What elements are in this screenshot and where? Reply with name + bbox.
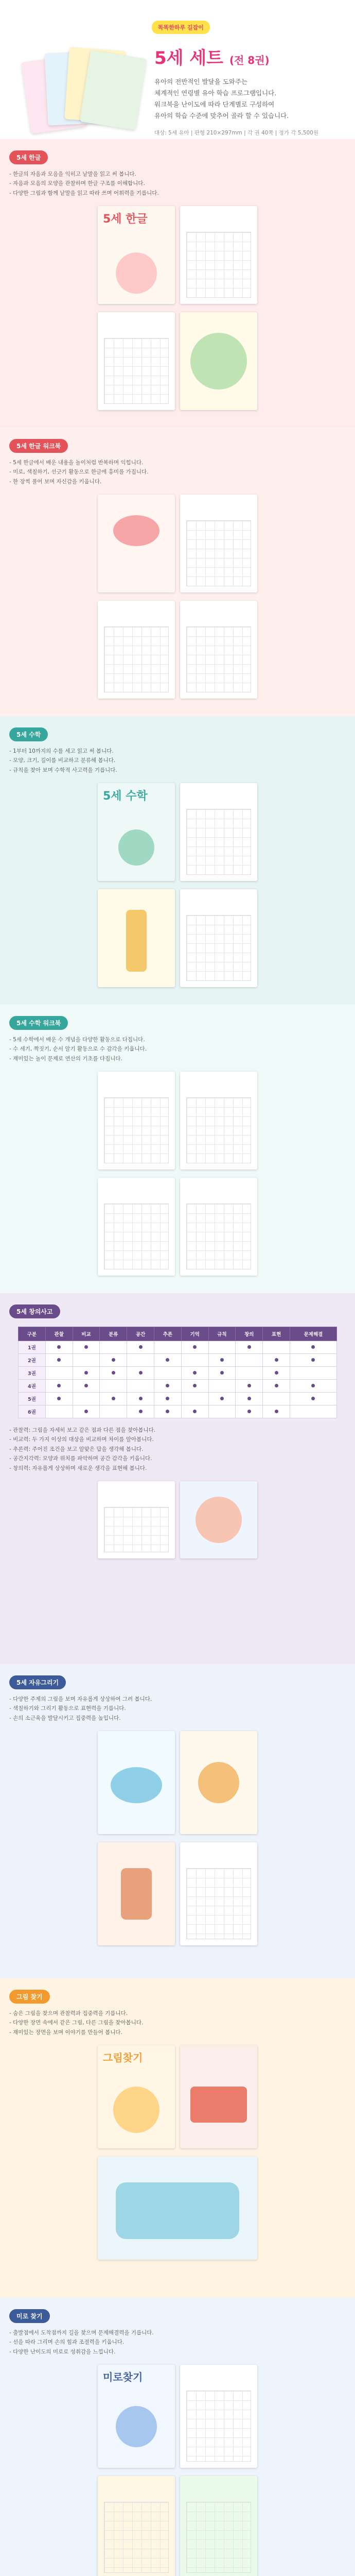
bullet-item: - 한 장씩 풀어 보며 자신감을 키웁니다. [9,477,346,486]
section-find-picture [0,1978,355,2298]
bullet-item: - 한글의 자음과 모음을 익히고 낱말을 읽고 써 봅니다. [9,170,346,179]
sample-page [98,1072,175,1170]
section-badge: 5세 자유그리기 [9,1675,66,1689]
sample-page [98,1731,175,1834]
row-label: 6권 [19,1405,46,1418]
table-cell [73,1367,100,1380]
check-dot-icon [139,1371,143,1375]
table-header: 관찰 [45,1327,73,1341]
check-dot-icon [166,1397,169,1400]
table-cell [290,1341,336,1354]
table-cell [154,1341,181,1354]
check-dot-icon [57,1345,61,1349]
sample-pages [9,2476,346,2576]
bullet-item: - 공간지각력: 모양과 위치를 파악하며 공간 감각을 키웁니다. [9,1454,346,1463]
bullet-list [9,747,346,775]
decor-shape [113,2087,159,2133]
table-row [19,1367,337,1380]
section-thinking [0,1293,355,1664]
table-cell [154,1354,181,1367]
sample-page [98,312,175,410]
decor-shape [116,252,157,294]
check-dot-icon [57,1384,61,1387]
table-header-row [19,1327,337,1341]
table-cell [127,1367,154,1380]
worksheet-grid [186,520,251,586]
sample-pages [9,601,346,699]
check-dot-icon [311,1397,315,1400]
table-cell [290,1354,336,1367]
table-cell [236,1380,263,1393]
table-cell [236,1354,263,1367]
bullet-list [9,2328,346,2357]
table-cell [181,1380,208,1393]
table-cell [236,1367,263,1380]
table-cell [208,1367,236,1380]
table-cell [100,1393,127,1405]
check-dot-icon [247,1410,251,1413]
table-cell [127,1393,154,1405]
table-cell [45,1380,73,1393]
bullet-item: - 미로, 색칠하기, 선긋기 활동으로 한글에 흥미를 가집니다. [9,467,346,477]
worksheet-grid [186,626,251,692]
bullet-item: - 수 세기, 짝짓기, 순서 알기 활동으로 수 감각을 키웁니다. [9,1044,346,1054]
sample-pages [9,889,346,987]
section-badge: 5세 한글 워크북 [9,439,68,453]
decor-shape [113,515,159,546]
section-badge: 그림 찾기 [9,1990,50,2004]
sample-page [98,2476,175,2576]
check-dot-icon [139,1397,143,1400]
table-cell [45,1367,73,1380]
sample-page [98,889,175,987]
product-meta: 대상: 5세 유아 | 판형 210×297mm | 각 권 40쪽 | 정가 각 5,500원 [154,129,318,136]
check-dot-icon [247,1384,251,1387]
check-dot-icon [57,1397,61,1400]
check-dot-icon [139,1410,143,1413]
table-cell [127,1354,154,1367]
check-dot-icon [220,1371,224,1375]
sample-pages [9,2157,346,2260]
cover-title: 5세 한글 [103,213,148,226]
sample-page [180,2365,257,2468]
section-maze [0,2298,355,2576]
sample-cover [98,783,175,881]
table-cell [236,1393,263,1405]
row-label: 1권 [19,1341,46,1354]
table-cell [100,1341,127,1354]
table-cell [154,1393,181,1405]
cover-title: 5세 수학 [103,790,148,803]
table-header: 규칙 [208,1327,236,1341]
table-cell [127,1380,154,1393]
bullet-item: - 선을 따라 그리며 손의 힘과 조절력을 키웁니다. [9,2337,346,2347]
bullet-item: - 5세 수학에서 배운 수 개념을 다양한 활동으로 다집니다. [9,1035,346,1044]
table-row [19,1393,337,1405]
bullet-item: - 자음과 모음의 모양을 관찰하며 한글 구조를 이해합니다. [9,179,346,188]
sample-page [98,1842,175,1945]
table-header: 공간 [127,1327,154,1341]
check-dot-icon [275,1371,278,1375]
check-dot-icon [84,1384,88,1387]
check-dot-icon [220,1397,224,1400]
worksheet-grid [186,1868,251,1939]
bullet-item: - 창의력: 자유롭게 상상하며 새로운 생각을 표현해 봅니다. [9,1464,346,1473]
check-dot-icon [311,1345,315,1349]
desc-line: 유아의 학습 수준에 맞추어 골라 할 수 있습니다. [154,111,289,120]
bullet-item: - 숨은 그림을 찾으며 관찰력과 집중력을 기릅니다. [9,2009,346,2018]
check-dot-icon [112,1358,115,1362]
bullet-list [9,1426,346,1473]
bullet-item: - 다양한 그림과 함께 낱말을 읽고 따라 쓰며 어휘력을 기릅니다. [9,189,346,198]
table-cell [73,1393,100,1405]
sample-cover [98,2365,175,2468]
table-header: 창의 [236,1327,263,1341]
table-cell [236,1405,263,1418]
check-dot-icon [139,1345,143,1349]
hero-description [154,76,340,122]
table-cell [290,1367,336,1380]
table-cell [73,1405,100,1418]
cover-title: 미로찾기 [103,2371,143,2384]
table-cell [263,1367,290,1380]
sample-page [98,1178,175,1276]
table-cell [263,1341,290,1354]
check-dot-icon [112,1371,115,1375]
sample-pages [9,1731,346,1834]
table-cell [100,1367,127,1380]
table-header: 문제해결 [290,1327,336,1341]
table-cell [100,1354,127,1367]
decor-shape [116,2182,239,2239]
sample-page [98,495,175,592]
section-badge: 미로 찾기 [9,2309,50,2323]
title-main: 5세 세트 [154,48,224,69]
table-header: 추론 [154,1327,181,1341]
sample-pages [9,206,346,304]
bullet-item: - 모양, 크기, 길이를 비교하고 분류해 봅니다. [9,756,346,765]
table-cell [290,1405,336,1418]
sample-pages [9,1481,346,1558]
table-row [19,1341,337,1354]
sample-page [180,1731,257,1834]
decor-shape [126,910,147,972]
sample-page [180,1072,257,1170]
desc-line: 워크북을 난이도에 따라 단계별로 구성하여 [154,100,275,108]
table-header: 분류 [100,1327,127,1341]
table-header: 비교 [73,1327,100,1341]
sample-pages [9,2365,346,2468]
bullet-item: - 색칠하기와 그리기 활동으로 표현력을 기릅니다. [9,1704,346,1713]
desc-line: 유아의 전반적인 발달을 도와주는 [154,78,247,86]
worksheet-grid [186,2391,251,2462]
sample-page [180,206,257,304]
worksheet-grid [104,626,169,692]
book-covers [26,49,139,126]
check-dot-icon [247,1397,251,1400]
check-dot-icon [275,1410,278,1413]
table-row [19,1354,337,1367]
check-dot-icon [84,1345,88,1349]
sample-pages [9,2045,346,2148]
sample-pages [9,495,346,592]
bullet-item: - 추론력: 주어진 조건을 보고 알맞은 답을 생각해 봅니다. [9,1445,346,1454]
bullet-list [9,458,346,486]
bullet-list [9,170,346,198]
table-cell [181,1354,208,1367]
table-cell [100,1380,127,1393]
worksheet-grid [186,232,251,298]
desc-line: 체계적인 연령별 유아 학습 프로그램입니다. [154,89,277,97]
table-cell [45,1393,73,1405]
sample-pages [9,1178,346,1276]
table-cell [154,1367,181,1380]
worksheet-grid [186,809,251,875]
check-dot-icon [311,1358,315,1362]
decor-shape [116,2406,157,2447]
bullet-item: - 관찰력: 그림을 자세히 보고 같은 점과 다른 점을 찾아봅니다. [9,1426,346,1435]
table-cell [263,1405,290,1418]
worksheet-grid [104,338,169,404]
table-cell [290,1393,336,1405]
bullet-item: - 비교력: 두 가지 이상의 대상을 비교하며 차이를 알아봅니다. [9,1435,346,1444]
worksheet-grid [186,915,251,981]
row-label: 3권 [19,1367,46,1380]
bullet-list [9,1694,346,1723]
decor-shape [198,1762,239,1803]
table-cell [45,1341,73,1354]
bullet-item: - 5세 한글에서 배운 내용을 놀이처럼 반복하며 익힙니다. [9,458,346,467]
check-dot-icon [112,1397,115,1400]
sample-cover [98,2045,175,2148]
table-cell [263,1380,290,1393]
worksheet-grid [104,1097,169,1163]
check-dot-icon [57,1358,61,1362]
table-cell [45,1354,73,1367]
row-label: 2권 [19,1354,46,1367]
table-cell [181,1405,208,1418]
table-cell [100,1405,127,1418]
table-cell [154,1380,181,1393]
table-row [19,1405,337,1418]
sample-page [98,601,175,699]
table-cell [127,1405,154,1418]
sample-page [180,1842,257,1945]
table-cell [208,1393,236,1405]
decor-shape [118,829,154,866]
table-cell [208,1380,236,1393]
sample-pages [9,1842,346,1945]
table-cell [73,1354,100,1367]
section-free-drawing [0,1664,355,1978]
sample-page [180,2045,257,2148]
check-dot-icon [193,1384,197,1387]
decor-shape [121,1868,152,1920]
title-suffix: (전 8권) [229,54,270,66]
section-hangul-workbook [0,428,355,716]
sample-page [180,1178,257,1276]
bullet-item: - 다양한 난이도의 미로로 성취감을 느낍니다. [9,2347,346,2357]
section-badge: 5세 수학 [9,727,48,741]
series-tag: 똑똑한하루 길잡이 [152,21,210,34]
cover-title: 그림찾기 [103,2052,143,2064]
check-dot-icon [193,1345,197,1349]
sample-page [180,783,257,881]
section-badge: 5세 수학 워크북 [9,1016,68,1030]
hero-text [154,44,340,137]
book-cover [80,50,147,130]
bullet-item: - 손의 소근육을 발달시키고 집중력을 높입니다. [9,1714,346,1723]
table-body [19,1341,337,1418]
check-dot-icon [193,1410,197,1413]
check-dot-icon [84,1371,88,1375]
sample-page [98,1481,175,1558]
section-math [0,716,355,1005]
bullet-item: - 출발점에서 도착점까지 길을 찾으며 문제해결력을 기릅니다. [9,2328,346,2337]
bullet-item: - 규칙을 찾아 보며 수학적 사고력을 기릅니다. [9,766,346,775]
check-dot-icon [166,1410,169,1413]
check-dot-icon [247,1345,251,1349]
check-dot-icon [311,1384,315,1387]
decor-shape [196,1497,242,1543]
sample-page [180,495,257,592]
check-dot-icon [166,1358,169,1362]
table-header: 기억 [181,1327,208,1341]
decor-shape [190,333,247,389]
table-header: 표현 [263,1327,290,1341]
maze-grid [186,2502,251,2573]
check-dot-icon [166,1384,169,1387]
section-badge: 5세 창의사고 [9,1304,60,1318]
bullet-item: - 1부터 10까지의 수를 세고 읽고 써 봅니다. [9,747,346,756]
sample-page [180,2476,257,2576]
worksheet-grid [186,1097,251,1163]
worksheet-grid [186,1204,251,1269]
sample-pages [9,1072,346,1170]
decor-shape [111,1767,162,1803]
sample-page [180,312,257,410]
sample-page [180,889,257,987]
worksheet-grid [104,1507,169,1552]
section-math-workbook [0,1005,355,1293]
table-cell [236,1341,263,1354]
worksheet-grid [104,1204,169,1269]
page-title [154,44,340,69]
check-dot-icon [275,1384,278,1387]
sample-page [180,601,257,699]
bullet-list [9,2009,346,2037]
bullet-list [9,1035,346,1063]
maze-grid [104,2502,169,2573]
table-cell [290,1380,336,1393]
table-cell [73,1341,100,1354]
table-cell [181,1341,208,1354]
row-label: 4권 [19,1380,46,1393]
section-badge: 5세 한글 [9,150,48,164]
check-dot-icon [84,1410,88,1413]
table-header: 구분 [19,1327,46,1341]
bullet-item: - 다양한 장면 속에서 같은 그림, 다른 그림을 찾아봅니다. [9,2018,346,2027]
table-cell [181,1367,208,1380]
table-cell [208,1341,236,1354]
sample-cover [98,206,175,304]
table-cell [45,1405,73,1418]
check-dot-icon [220,1358,224,1362]
sample-page [180,1481,257,1558]
skills-table [18,1327,337,1418]
table-cell [73,1380,100,1393]
table-cell [208,1354,236,1367]
hero-section [0,0,355,139]
row-label: 5권 [19,1393,46,1405]
sample-pages [9,312,346,410]
decor-shape [190,2087,247,2123]
bullet-item: - 재미있는 놀이 문제로 연산의 기초를 다집니다. [9,1054,346,1063]
section-hangul [0,139,355,428]
table-row [19,1380,337,1393]
table-cell [127,1341,154,1354]
bullet-item: - 다양한 주제의 그림을 보며 자유롭게 상상하여 그려 봅니다. [9,1694,346,1704]
table-cell [181,1393,208,1405]
table-cell [263,1354,290,1367]
sample-pages [9,783,346,881]
check-dot-icon [193,1371,197,1375]
bullet-item: - 재미있는 장면을 보며 이야기를 만들어 봅니다. [9,2028,346,2037]
table-cell [263,1393,290,1405]
table-cell [208,1405,236,1418]
check-dot-icon [275,1358,278,1362]
sample-page [98,2157,257,2260]
table-cell [154,1405,181,1418]
